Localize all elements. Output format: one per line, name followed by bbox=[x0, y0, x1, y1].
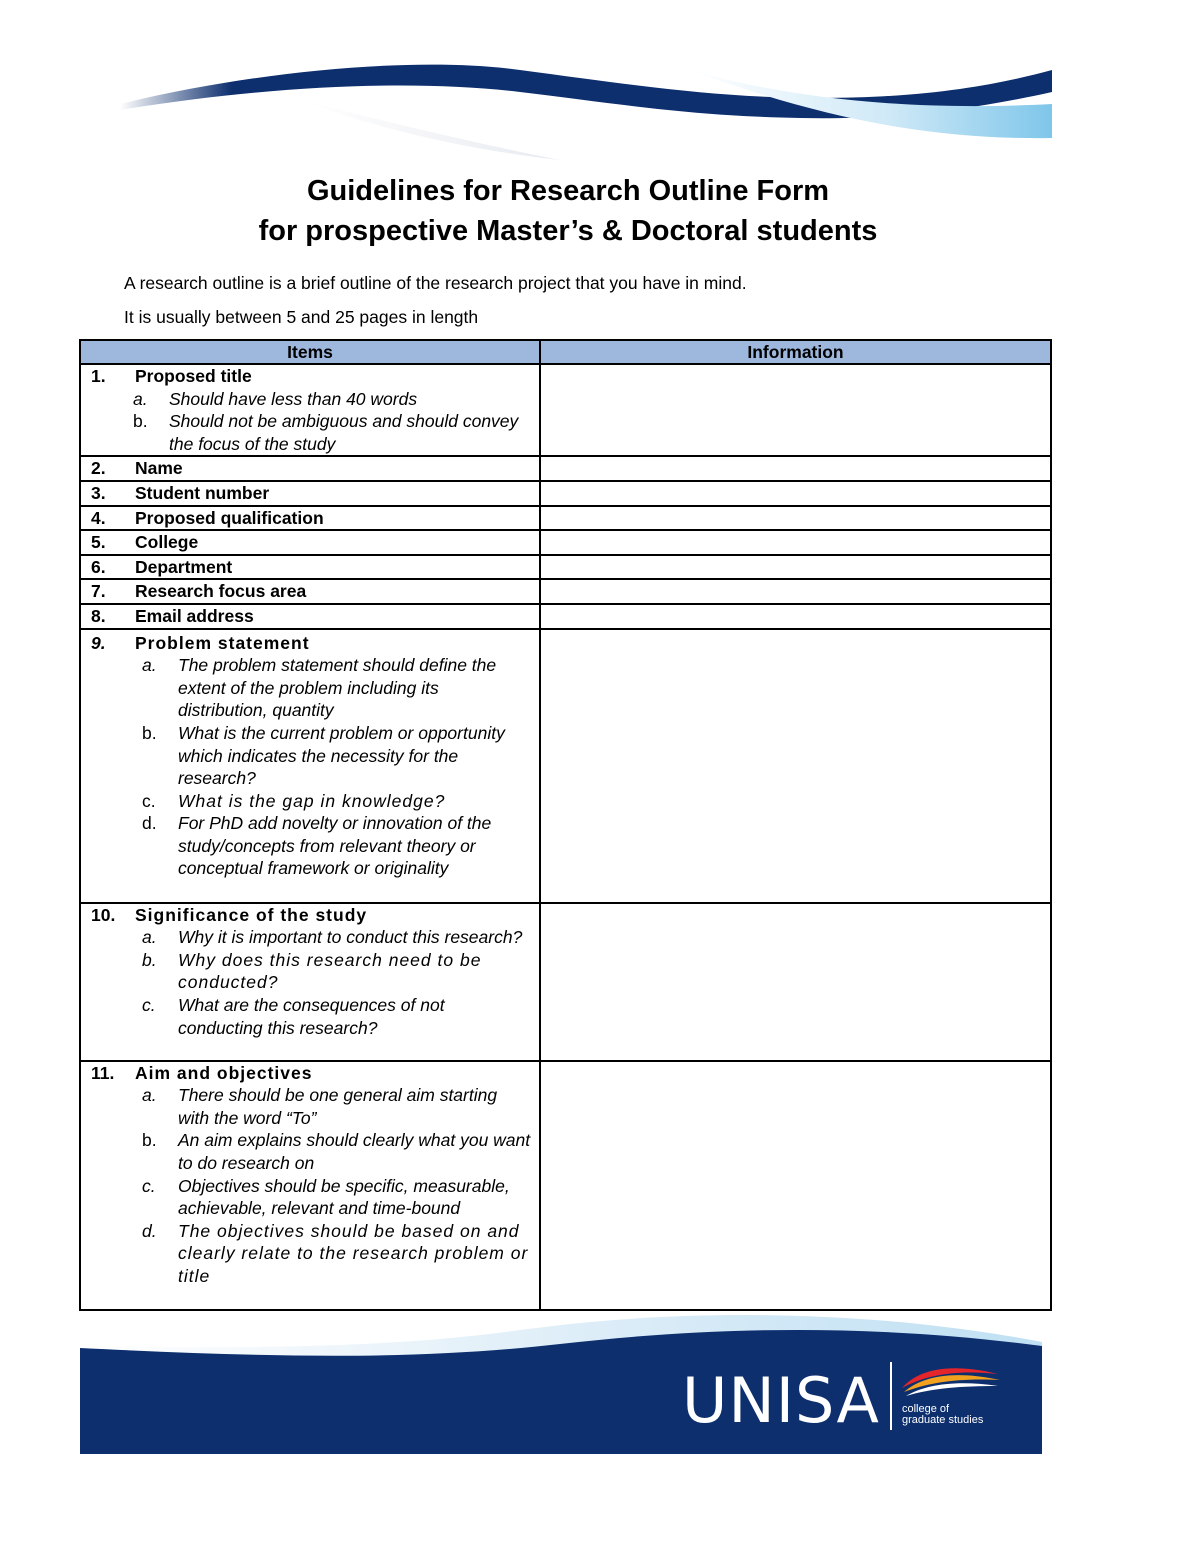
table-row bbox=[80, 1061, 1051, 1310]
sub-letter: b. bbox=[133, 411, 148, 432]
information-cell[interactable] bbox=[540, 579, 1051, 604]
bottom-banner-graphic bbox=[0, 1300, 1200, 1470]
information-cell[interactable] bbox=[540, 506, 1051, 531]
sub-letter: d. bbox=[142, 1220, 157, 1241]
unisa-logo-text: UNISA bbox=[682, 1364, 880, 1437]
sub-text: What is the current problem or opportunity which indicates the necessity for the research? bbox=[178, 722, 505, 789]
sub-text: Should have less than 40 words bbox=[169, 388, 418, 409]
item-label: Proposed qualification bbox=[135, 507, 324, 528]
sub-text: The problem statement should define the extent of the problem including its distribution, quantity bbox=[178, 655, 497, 721]
table-row bbox=[80, 579, 1051, 604]
college-line1: college of bbox=[902, 1403, 950, 1415]
sub-text: Why does this research need to be conducted? bbox=[178, 949, 482, 993]
list-item bbox=[81, 1084, 539, 1129]
information-cell[interactable] bbox=[540, 364, 1051, 456]
information-cell[interactable] bbox=[540, 1061, 1051, 1310]
research-outline-table bbox=[79, 339, 1052, 1311]
item-number: 10. bbox=[91, 904, 116, 925]
sub-text: What are the consequences of not conducting this research? bbox=[178, 994, 445, 1038]
item-label: Aim and objectives bbox=[135, 1062, 313, 1083]
sub-letter: c. bbox=[142, 790, 156, 811]
logo-divider bbox=[890, 1362, 892, 1430]
sub-letter: b. bbox=[142, 1130, 157, 1151]
item-number: 3. bbox=[91, 482, 106, 503]
table-row bbox=[80, 604, 1051, 629]
sub-letter: c. bbox=[142, 1175, 156, 1196]
list-item bbox=[81, 790, 539, 813]
sub-letter: a. bbox=[142, 927, 157, 948]
item-cell bbox=[80, 555, 540, 580]
column-header-information: Information bbox=[540, 340, 1051, 364]
item-cell bbox=[80, 364, 540, 456]
item-label: Research focus area bbox=[135, 581, 307, 602]
list-item bbox=[81, 1129, 539, 1174]
sub-letter: a. bbox=[133, 388, 148, 409]
item-number: 7. bbox=[91, 581, 106, 602]
item-cell bbox=[80, 456, 540, 481]
item-cell bbox=[80, 530, 540, 555]
table-row bbox=[80, 456, 1051, 481]
table-header-row bbox=[80, 340, 1051, 364]
item-number: 2. bbox=[91, 458, 106, 479]
item-cell bbox=[80, 903, 540, 1061]
table-row bbox=[80, 555, 1051, 580]
table-row bbox=[80, 364, 1051, 456]
item-label: Student number bbox=[135, 482, 270, 503]
sub-text: There should be one general aim starting with the word “To” bbox=[178, 1085, 498, 1128]
top-swoosh-graphic bbox=[0, 0, 1200, 170]
information-cell[interactable] bbox=[540, 629, 1051, 903]
information-cell[interactable] bbox=[540, 604, 1051, 629]
information-cell[interactable] bbox=[540, 903, 1051, 1061]
item-number: 9. bbox=[91, 632, 106, 653]
item-number: 8. bbox=[91, 605, 106, 626]
information-cell[interactable] bbox=[540, 481, 1051, 506]
information-cell[interactable] bbox=[540, 456, 1051, 481]
sub-letter: b. bbox=[142, 949, 157, 970]
list-item bbox=[81, 1220, 539, 1288]
table-row bbox=[80, 903, 1051, 1061]
item-number: 6. bbox=[91, 556, 106, 577]
list-item bbox=[81, 388, 539, 411]
intro-line1: A research outline is a brief outline of the research project that you have in mind. bbox=[124, 273, 747, 293]
sub-text: An aim explains should clearly what you want to do research on bbox=[178, 1130, 531, 1173]
item-cell bbox=[80, 604, 540, 629]
list-item bbox=[81, 926, 539, 949]
list-item bbox=[81, 812, 539, 880]
sub-text: Objectives should be specific, measurable, achievable, relevant and time-bound bbox=[178, 1175, 510, 1219]
list-item bbox=[81, 949, 539, 994]
sub-text: What is the gap in knowledge? bbox=[178, 790, 446, 811]
sub-letter: b. bbox=[142, 722, 157, 743]
sub-letter: d. bbox=[142, 813, 157, 834]
item-cell bbox=[80, 506, 540, 531]
information-cell[interactable] bbox=[540, 530, 1051, 555]
item-cell bbox=[80, 1061, 540, 1310]
sub-letter: c. bbox=[142, 994, 156, 1015]
table-row bbox=[80, 506, 1051, 531]
item-label: Significance of the study bbox=[135, 904, 368, 925]
item-number: 4. bbox=[91, 507, 106, 528]
intro-line2: It is usually between 5 and 25 pages in length bbox=[124, 307, 479, 327]
sub-letter: a. bbox=[142, 655, 157, 676]
document-title-line2: for prospective Master’s & Doctoral students bbox=[258, 215, 878, 247]
item-label: Problem statement bbox=[135, 632, 310, 653]
item-cell bbox=[80, 481, 540, 506]
sub-text: For PhD add novelty or innovation of the study/concepts from relevant theory or conceptual framework or originality bbox=[178, 813, 492, 879]
item-number: 5. bbox=[91, 532, 106, 553]
item-number: 11. bbox=[91, 1062, 115, 1083]
unisa-logo-mark-icon bbox=[898, 1360, 1002, 1400]
list-item bbox=[81, 994, 539, 1039]
college-of-graduate-studies-text bbox=[902, 1404, 1022, 1426]
document-title-line1: Guidelines for Research Outline Form bbox=[306, 175, 830, 207]
information-cell[interactable] bbox=[540, 555, 1051, 580]
table-row bbox=[80, 629, 1051, 903]
list-item bbox=[81, 722, 539, 790]
item-label: Department bbox=[135, 556, 233, 577]
column-header-items: Items bbox=[80, 340, 540, 364]
sub-letter: a. bbox=[142, 1085, 157, 1106]
sub-text: The objectives should be based on and clearly relate to the research problem or title bbox=[178, 1220, 529, 1286]
item-cell bbox=[80, 629, 540, 903]
list-item bbox=[81, 1175, 539, 1220]
table-row bbox=[80, 530, 1051, 555]
college-line2: graduate studies bbox=[902, 1414, 984, 1426]
item-label: College bbox=[135, 532, 199, 553]
sub-text: Should not be ambiguous and should convey the focus of the study bbox=[169, 411, 519, 454]
item-label: Name bbox=[135, 458, 183, 479]
item-cell bbox=[80, 579, 540, 604]
table-row bbox=[80, 481, 1051, 506]
list-item bbox=[81, 654, 539, 722]
item-number: 1. bbox=[91, 366, 106, 386]
list-item bbox=[81, 410, 539, 455]
item-label: Proposed title bbox=[135, 366, 252, 386]
item-label: Email address bbox=[135, 605, 254, 626]
sub-text: Why it is important to conduct this research? bbox=[178, 927, 523, 948]
